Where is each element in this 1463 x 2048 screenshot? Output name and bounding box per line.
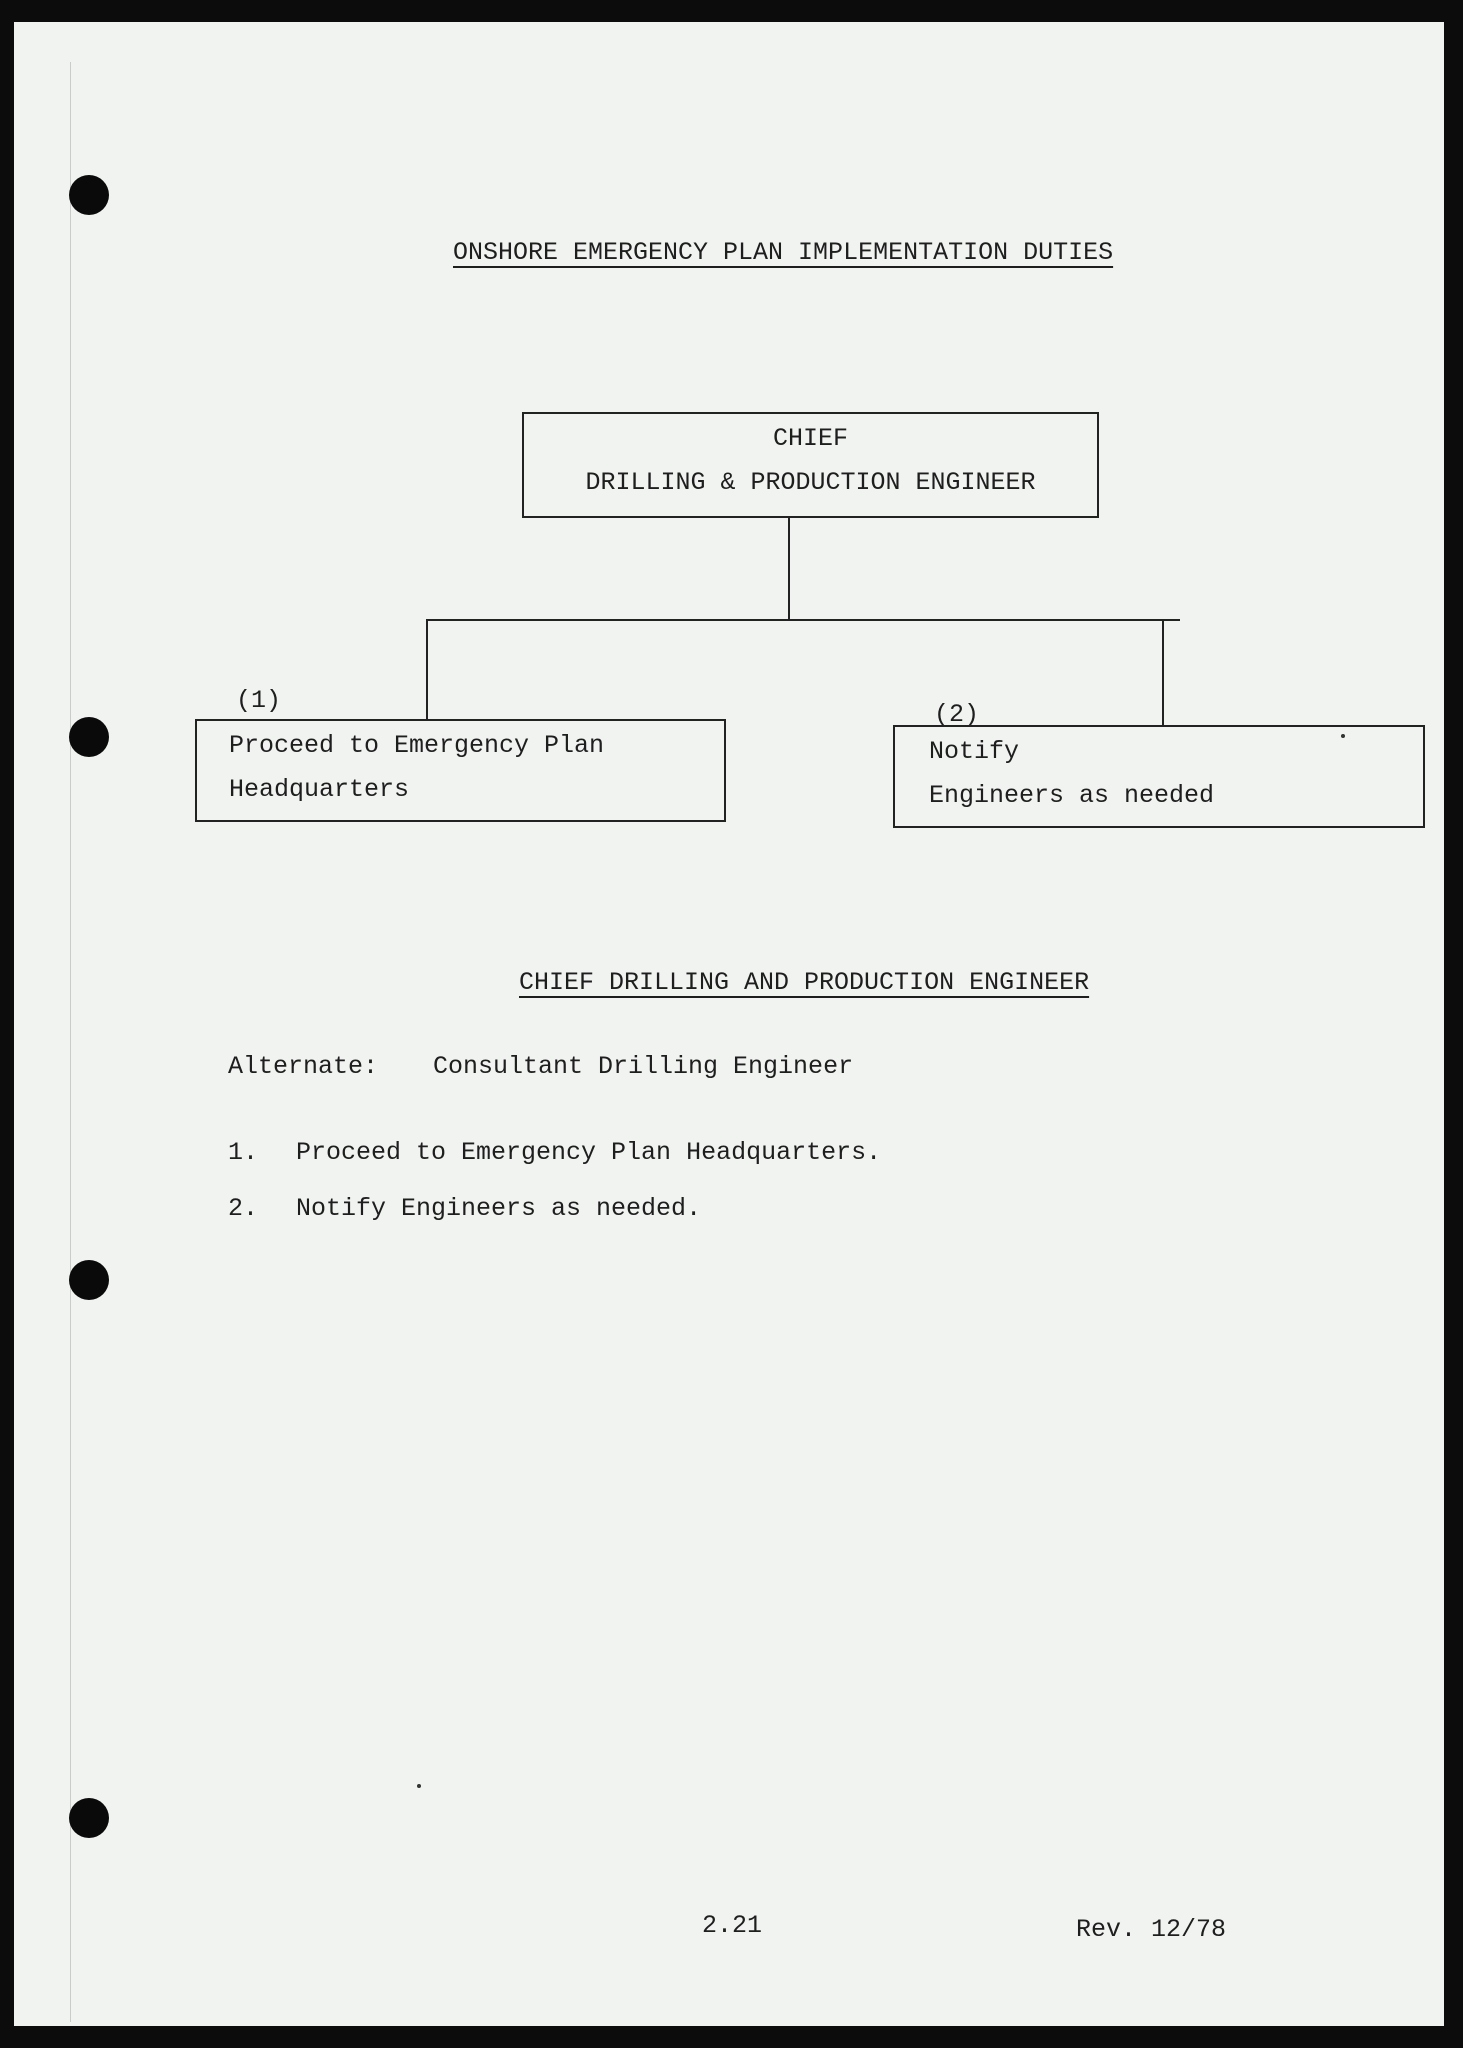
page-title: ONSHORE EMERGENCY PLAN IMPLEMENTATION DUTIES: [453, 238, 1114, 267]
connector-vertical-right: [1162, 619, 1164, 725]
org-box-notify: [893, 725, 1425, 828]
binder-hole-4: [69, 1798, 109, 1838]
duty-text-1: Proceed to Emergency Plan Headquarters.: [296, 1138, 882, 1167]
right-box-line2: Engineers as needed: [929, 781, 1215, 810]
left-box-line1: Proceed to Emergency Plan: [229, 731, 605, 760]
alternate-label: Alternate:: [228, 1052, 379, 1081]
chief-line1: CHIEF: [772, 424, 848, 453]
binder-hole-1: [69, 175, 109, 215]
right-box-number: (2): [934, 700, 980, 729]
duty-text-2: Notify Engineers as needed.: [296, 1194, 702, 1223]
binder-hole-3: [69, 1260, 109, 1300]
section-heading: CHIEF DRILLING AND PRODUCTION ENGINEER: [519, 968, 1090, 997]
org-box-chief: [522, 412, 1099, 518]
revision-date: Rev. 12/78: [1076, 1915, 1227, 1944]
left-box-number: (1): [236, 686, 282, 715]
duty-number-2: 2.: [228, 1194, 259, 1223]
duty-number-1: 1.: [228, 1138, 259, 1167]
org-box-proceed: [195, 719, 726, 822]
connector-vertical-left: [426, 619, 428, 719]
margin-line: [70, 62, 71, 2022]
speck: [417, 1784, 421, 1788]
right-box-line1: Notify: [929, 737, 1020, 766]
connector-horizontal: [426, 619, 1180, 621]
binder-hole-2: [69, 717, 109, 757]
page-number: 2.21: [702, 1911, 763, 1940]
document-page: [14, 22, 1444, 2026]
chief-line2: DRILLING & PRODUCTION ENGINEER: [585, 468, 1036, 497]
connector-vertical-top: [788, 518, 790, 620]
left-box-line2: Headquarters: [229, 775, 410, 804]
alternate-value: Consultant Drilling Engineer: [433, 1052, 854, 1081]
